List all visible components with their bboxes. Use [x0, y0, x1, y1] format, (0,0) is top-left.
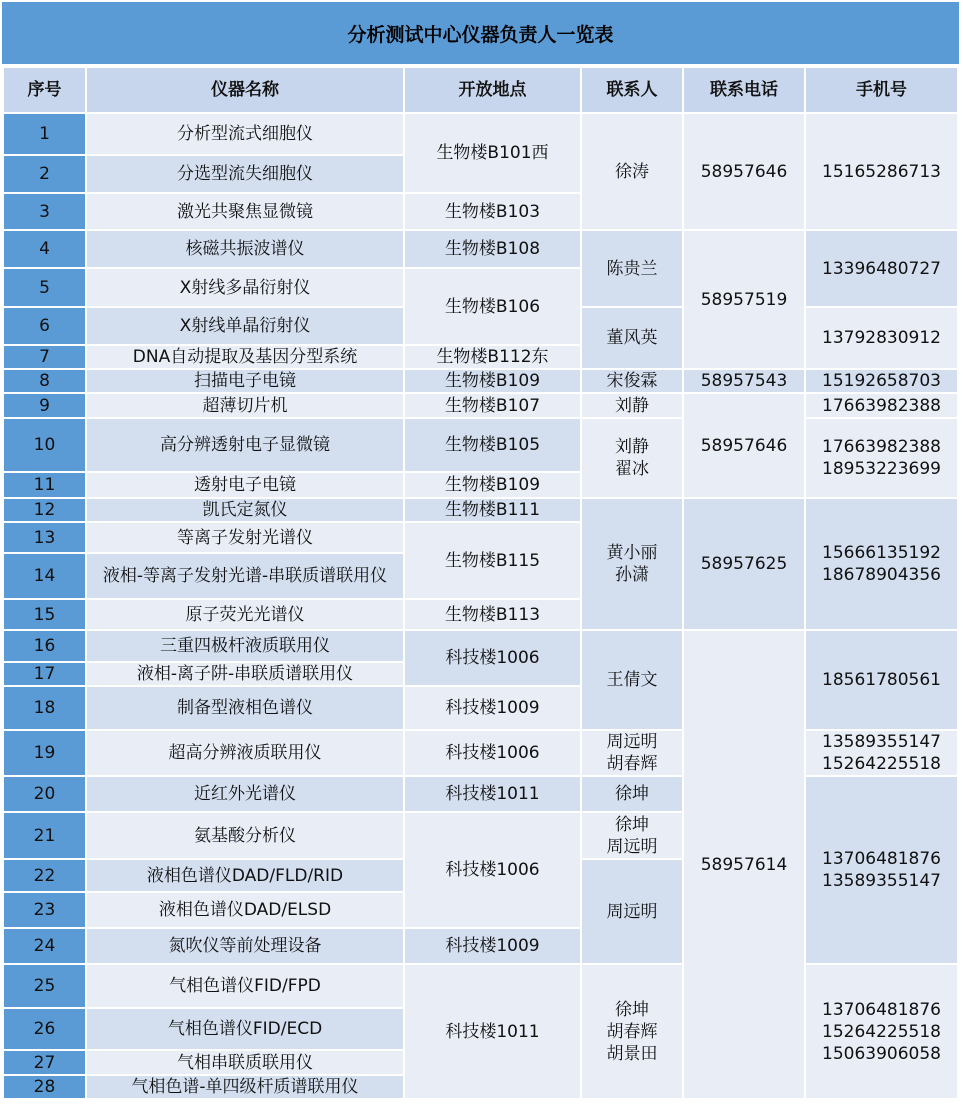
instrument-name: 等离子发射光谱仪 [87, 523, 403, 554]
contact-name: 胡景田 [606, 1043, 658, 1064]
contact-cell [582, 631, 682, 731]
contact-cell [582, 731, 682, 777]
row-number: 20 [4, 777, 85, 813]
row-number: 1 [4, 114, 85, 156]
mobile-number: 17663982388 [822, 395, 941, 416]
row-number: 3 [4, 194, 85, 231]
table-title: 分析测试中心仪器负责人一览表 [2, 2, 959, 64]
mobile-number: 15192658703 [822, 371, 941, 391]
table-row [4, 777, 957, 813]
instrument-name: 氮吹仪等前处理设备 [87, 929, 403, 965]
row-number: 17 [4, 663, 85, 687]
row-number: 4 [4, 231, 85, 269]
instrument-name: 超薄切片机 [87, 394, 403, 419]
mobile-number: 17663982388 [822, 437, 941, 457]
contact-cell [582, 813, 682, 860]
mobile-cell [806, 777, 957, 965]
contact-cell [582, 114, 682, 231]
contact-name: 翟冰 [615, 459, 649, 479]
row-number: 10 [4, 419, 85, 473]
table-row [4, 370, 957, 394]
mobile-number: 13706481876 [822, 999, 941, 1020]
contact-name: 王倩文 [606, 670, 658, 690]
mobile-number: 15666135192 [822, 543, 941, 563]
location-cell: 科技楼1006 [405, 631, 580, 687]
row-number: 28 [4, 1076, 85, 1100]
phone-cell: 58957519 [684, 231, 804, 370]
instrument-name: DNA自动提取及基因分型系统 [87, 346, 403, 370]
instrument-name: 液相-离子阱-串联质谱联用仪 [87, 663, 403, 687]
contact-name: 刘静 [615, 395, 649, 416]
contact-cell [582, 370, 682, 394]
mobile-number: 15264225518 [822, 1021, 941, 1042]
row-number: 7 [4, 346, 85, 370]
table-row [4, 965, 957, 1009]
row-number: 6 [4, 308, 85, 346]
header-seq: 序号 [4, 68, 85, 114]
row-number: 15 [4, 600, 85, 631]
instrument-name: 高分辨透射电子显微镜 [87, 419, 403, 473]
header-location: 开放地点 [405, 68, 580, 114]
contact-name: 宋俊霖 [606, 371, 658, 391]
row-number: 27 [4, 1051, 85, 1076]
row-number: 2 [4, 156, 85, 194]
mobile-number: 13589355147 [822, 871, 941, 891]
row-number: 24 [4, 929, 85, 965]
row-number: 22 [4, 860, 85, 893]
location-cell: 生物楼B113 [405, 600, 580, 631]
contact-cell [582, 777, 682, 813]
mobile-cell [806, 631, 957, 731]
row-number: 14 [4, 554, 85, 600]
instrument-name: 液相色谱仪DAD/ELSD [87, 893, 403, 929]
phone-cell: 58957543 [684, 370, 804, 394]
instrument-name: 超高分辨液质联用仪 [87, 731, 403, 777]
table-row [4, 231, 957, 269]
mobile-cell [806, 308, 957, 370]
instrument-name: 激光共聚焦显微镜 [87, 194, 403, 231]
table-row [4, 114, 957, 156]
table-row [4, 731, 957, 777]
phone-cell: 58957646 [684, 114, 804, 231]
location-cell: 生物楼B115 [405, 523, 580, 600]
mobile-number: 15165286713 [822, 161, 941, 182]
row-number: 16 [4, 631, 85, 663]
mobile-cell [806, 731, 957, 777]
mobile-cell [806, 114, 957, 231]
contact-name: 徐坤 [615, 814, 649, 835]
table-row [4, 499, 957, 523]
row-number: 8 [4, 370, 85, 394]
instrument-name: 原子荧光光谱仪 [87, 600, 403, 631]
row-number: 25 [4, 965, 85, 1009]
mobile-number: 18678904356 [822, 565, 941, 585]
row-number: 23 [4, 893, 85, 929]
row-number: 12 [4, 499, 85, 523]
location-cell: 生物楼B103 [405, 194, 580, 231]
table-row [4, 394, 957, 419]
instrument-name: 制备型液相色谱仪 [87, 687, 403, 731]
mobile-number: 13589355147 [822, 732, 941, 752]
contact-name: 刘静 [615, 437, 649, 457]
mobile-number: 13792830912 [822, 328, 941, 348]
location-cell: 生物楼B107 [405, 394, 580, 419]
instrument-name: 气相色谱仪FID/FPD [87, 965, 403, 1009]
header-contact: 联系人 [582, 68, 682, 114]
instrument-name: 气相串联质联用仪 [87, 1051, 403, 1076]
mobile-cell [806, 394, 957, 419]
instrument-name: 三重四极杆液质联用仪 [87, 631, 403, 663]
contact-name: 董风英 [606, 328, 658, 348]
mobile-cell [806, 499, 957, 631]
location-cell: 科技楼1011 [405, 777, 580, 813]
location-cell: 生物楼B109 [405, 473, 580, 499]
instrument-name: X射线单晶衍射仪 [87, 308, 403, 346]
contact-cell [582, 499, 682, 631]
instrument-name: 透射电子电镜 [87, 473, 403, 499]
contact-name: 周远明 [606, 836, 658, 857]
row-number: 5 [4, 269, 85, 308]
mobile-cell [806, 965, 957, 1100]
table-row [4, 631, 957, 663]
contact-name: 孙潇 [615, 565, 649, 585]
instrument-name: 液相-等离子发射光谱-串联质谱联用仪 [87, 554, 403, 600]
mobile-cell [806, 370, 957, 394]
contact-name: 周远明 [606, 901, 658, 922]
location-cell: 生物楼B101西 [405, 114, 580, 194]
mobile-number: 15264225518 [822, 754, 941, 774]
location-cell: 生物楼B112东 [405, 346, 580, 370]
header-phone: 联系电话 [684, 68, 804, 114]
instrument-name: 气相色谱-单四级杆质谱联用仪 [87, 1076, 403, 1100]
mobile-number: 13706481876 [822, 849, 941, 869]
mobile-cell [806, 231, 957, 308]
contact-cell [582, 419, 682, 499]
contact-cell [582, 860, 682, 965]
instrument-name: 液相色谱仪DAD/FLD/RID [87, 860, 403, 893]
contact-name: 黄小丽 [606, 543, 658, 563]
location-cell: 科技楼1006 [405, 731, 580, 777]
row-number: 11 [4, 473, 85, 499]
instrument-name: 核磁共振波谱仪 [87, 231, 403, 269]
mobile-number: 13396480727 [822, 258, 941, 279]
instrument-table [2, 68, 959, 1100]
location-cell: 生物楼B105 [405, 419, 580, 473]
location-cell: 科技楼1009 [405, 687, 580, 731]
row-number: 9 [4, 394, 85, 419]
location-cell: 科技楼1006 [405, 813, 580, 929]
instrument-name: 氨基酸分析仪 [87, 813, 403, 860]
contact-cell [582, 965, 682, 1100]
contact-cell [582, 394, 682, 419]
contact-name: 周远明 [606, 732, 658, 752]
instrument-name: 近红外光谱仪 [87, 777, 403, 813]
instrument-name: 凯氏定氮仪 [87, 499, 403, 523]
instrument-name: X射线多晶衍射仪 [87, 269, 403, 308]
contact-cell [582, 231, 682, 308]
contact-name: 胡春辉 [606, 754, 658, 774]
row-number: 13 [4, 523, 85, 554]
location-cell: 科技楼1009 [405, 929, 580, 965]
table-row [4, 419, 957, 473]
mobile-cell [806, 419, 957, 499]
contact-name: 徐坤 [615, 999, 649, 1020]
phone-cell: 58957646 [684, 394, 804, 499]
contact-name: 胡春辉 [606, 1021, 658, 1042]
row-number: 26 [4, 1009, 85, 1051]
header-mobile: 手机号 [806, 68, 957, 114]
row-number: 19 [4, 731, 85, 777]
contact-cell [582, 308, 682, 370]
phone-cell: 58957625 [684, 499, 804, 631]
mobile-number: 15063906058 [822, 1043, 941, 1064]
row-number: 18 [4, 687, 85, 731]
mobile-number: 18561780561 [822, 670, 941, 690]
instrument-name: 分选型流失细胞仪 [87, 156, 403, 194]
contact-name: 徐坤 [615, 784, 649, 804]
header-instrument-name: 仪器名称 [87, 68, 403, 114]
contact-name: 徐涛 [615, 161, 649, 182]
instrument-name: 分析型流式细胞仪 [87, 114, 403, 156]
mobile-number: 18953223699 [822, 459, 941, 479]
phone-cell: 58957614 [684, 631, 804, 1100]
location-cell: 生物楼B109 [405, 370, 580, 394]
header-row [4, 68, 957, 114]
contact-name: 陈贵兰 [606, 258, 658, 279]
location-cell: 生物楼B108 [405, 231, 580, 269]
instrument-name: 气相色谱仪FID/ECD [87, 1009, 403, 1051]
location-cell: 生物楼B106 [405, 269, 580, 346]
row-number: 21 [4, 813, 85, 860]
location-cell: 生物楼B111 [405, 499, 580, 523]
instrument-name: 扫描电子电镜 [87, 370, 403, 394]
location-cell: 科技楼1011 [405, 965, 580, 1100]
